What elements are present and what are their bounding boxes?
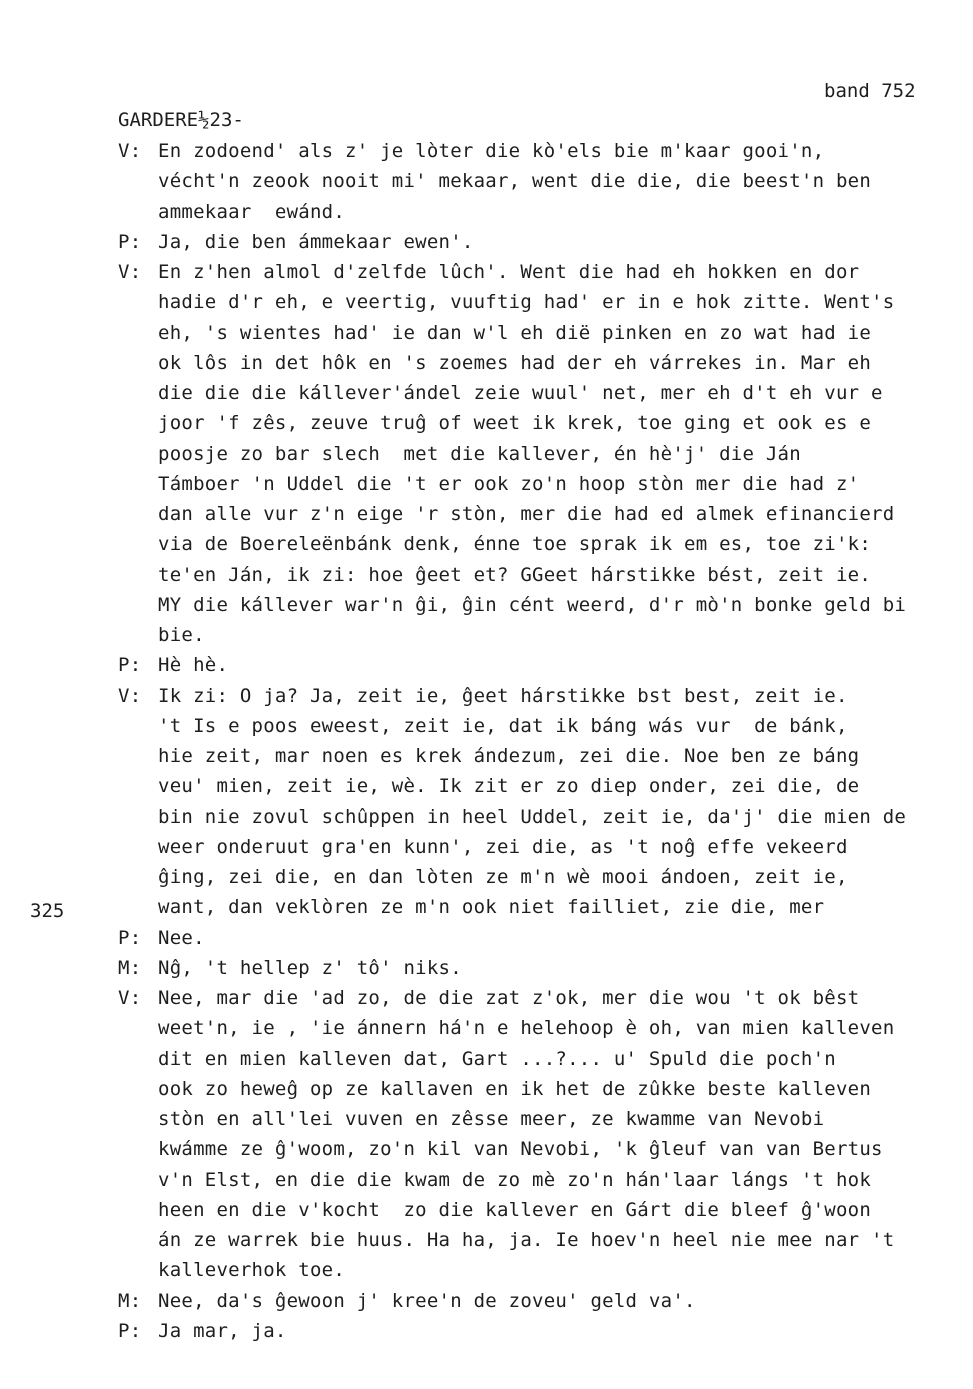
transcript-line: dit en mien kalleven dat, Gart ...?... u' Spuld die poch'n: [158, 1047, 836, 1070]
transcript-line: Ja mar, ja.: [158, 1319, 287, 1342]
band-label: band 752: [824, 80, 916, 102]
transcript-line: 't Is e poos eweest, zeit ie, dat ik báng wás vur de bánk,: [158, 714, 848, 737]
transcript-line: Hè hè.: [158, 654, 229, 677]
transcript-line: want, dan veklòren ze m'n ook niet failliet, zie die, mer: [158, 896, 825, 919]
transcript-line: Nee, mar die 'ad zo, de die zat z'ok, mer die wou 't ok bêst: [158, 987, 860, 1009]
speaker-label: P:: [118, 654, 142, 677]
transcript-line: MY die kállever war'n ĝi, ĝin cént weerd, d'r mò'n bonke geld bi: [158, 593, 907, 616]
transcript-line: ĝing, zei die, en dan lòten ze m'n wè mooi ándoen, zeit ie,: [158, 866, 848, 888]
transcript-line: joor 'f zês, zeuve truĝ of weet ik krek, toe ging et ook es e: [158, 412, 872, 435]
transcript-line: ok lôs in det hôk en 's zoemes had der eh várrekes in. Mar eh: [158, 351, 872, 374]
speaker-label: V:: [118, 684, 142, 707]
transcript-line: dan alle vur z'n eige 'r stòn, mer die had ed almek efinancierd: [158, 503, 895, 525]
speaker-label: M:: [118, 956, 142, 979]
transcript-line: stòn en all'lei vuven en zêsse meer, ze kwamme van Nevobi: [158, 1108, 825, 1130]
speaker-label: P:: [118, 926, 142, 949]
transcript-line: hadie d'r eh, e veertig, vuuftig had' er in e hok zitte. Went's: [158, 291, 895, 314]
speaker-label: M:: [118, 1289, 142, 1312]
transcript-line: án ze warrek bie huus. Ha ha, ja. Ie hoev'n heel nie mee nar 't: [158, 1229, 895, 1251]
transcript-line: Ja, die ben ámmekaar ewen'.: [158, 230, 474, 253]
transcript-line: via de Boereleënbánk denk, énne toe sprak ik em es, toe zi'k:: [158, 533, 872, 556]
transcript-line: bin nie zovul schûppen in heel Uddel, zeit ie, da'j' die mien de: [158, 805, 907, 828]
speaker-label: V:: [118, 987, 142, 1009]
transcript-line: eh, 's wientes had' ie dan w'l eh dië pinken en zo wat had ie: [158, 321, 872, 344]
transcript-line: Nee.: [158, 926, 205, 949]
transcript-line: Támboer 'n Uddel die 't er ook zo'n hoop stòn mer die had z': [158, 472, 860, 495]
transcript-line: Nee, da's ĝewoon j' kree'n de zoveu' geld va'.: [158, 1289, 696, 1312]
transcript-line: kwámme ze ĝ'woom, zo'n kil van Nevobi, 'k ĝleuf van van Bertus: [158, 1138, 883, 1161]
transcript-line: Nĝ, 't hellep z' tô' niks.: [158, 956, 462, 979]
transcript-line: die die die kállever'ándel zeie wuul' net, mer eh d't eh vur e: [158, 382, 883, 404]
transcript-line: poosje zo bar slech met die kallever, én hè'j' die Ján: [158, 442, 801, 465]
transcript-line: vécht'n zeook nooit mi' mekaar, went die die, die beest'n ben: [158, 170, 872, 193]
transcript-line: ook zo heweĝ op ze kallaven en ik het de zûkke beste kalleven: [158, 1077, 872, 1100]
transcript-line: te'en Ján, ik zi: hoe ĝeet et? GGeet hárstikke bést, zeit ie.: [158, 563, 872, 586]
transcript-line: veu' mien, zeit ie, wè. Ik zit er zo diep onder, zei die, de: [158, 775, 860, 798]
margin-number: 325: [30, 900, 65, 922]
transcript-line: kalleverhok toe.: [158, 1259, 346, 1282]
transcript-line: hie zeit, mar noen es krek ándezum, zei die. Noe ben ze báng: [158, 745, 860, 767]
speaker-label: V:: [118, 140, 142, 162]
document-header: GARDERE½23-: [118, 109, 244, 131]
speaker-label: P:: [118, 1319, 142, 1342]
speaker-label: P:: [118, 230, 142, 253]
transcript-line: bie.: [158, 624, 205, 646]
transcript-line: Ik zi: O ja? Ja, zeit ie, ĝeet hárstikke bst best, zeit ie.: [158, 684, 848, 707]
transcript-line: weet'n, ie , 'ie ánnern há'n e helehoop è oh, van mien kalleven: [158, 1017, 895, 1040]
speaker-label: V:: [118, 261, 142, 283]
transcript-line: En zodoend' als z' je lòter die kò'els bie m'kaar gooi'n,: [158, 140, 825, 162]
transcript-line: ammekaar ewánd.: [158, 200, 346, 223]
transcript-line: weer onderuut gra'en kunn', zei die, as 't noĝ effe vekeerd: [158, 835, 848, 858]
transcript-line: heen en die v'kocht zo die kallever en Gárt die bleef ĝ'woon: [158, 1198, 872, 1221]
transcript-line: v'n Elst, en die die kwam de zo mè zo'n hán'laar lángs 't hok: [158, 1168, 872, 1191]
transcript-line: En z'hen almol d'zelfde lûch'. Went die had eh hokken en dor: [158, 261, 860, 283]
